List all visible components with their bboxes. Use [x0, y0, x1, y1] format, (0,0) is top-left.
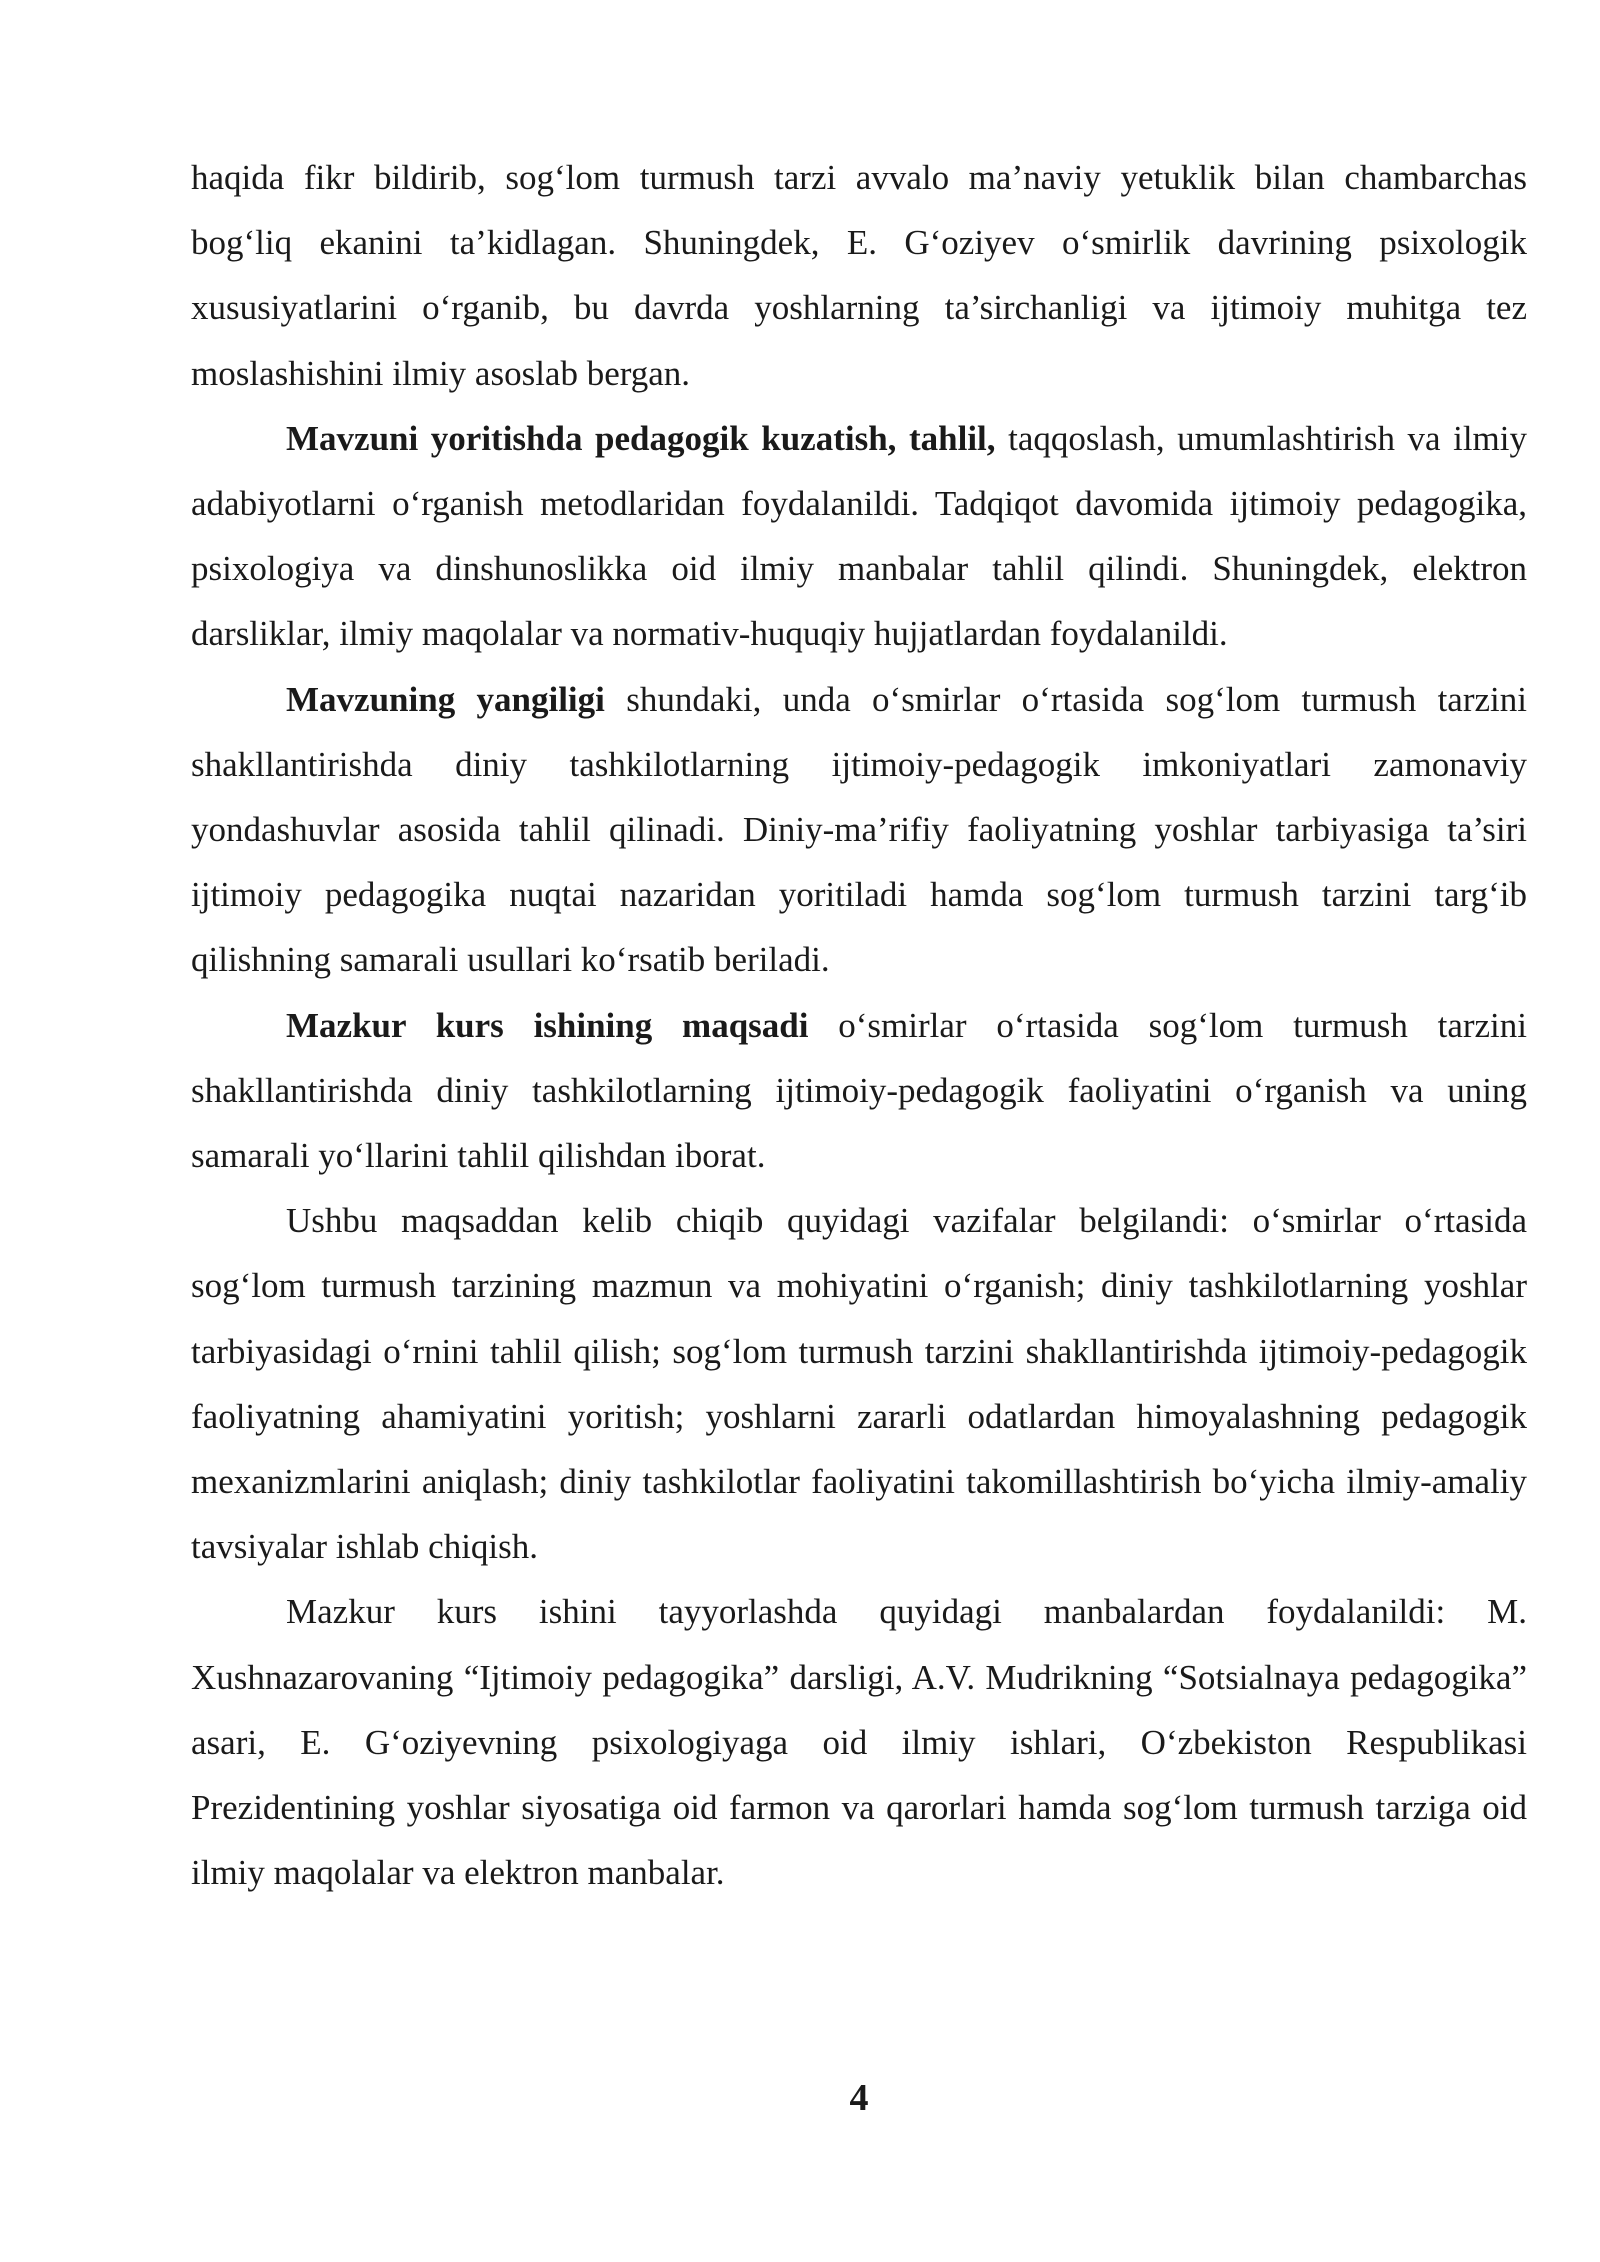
paragraph-text: o‘smirlar o‘rtasida sog‘lom turmush tarzini shakllantirishda diniy tashkilotlarning ijtimoiy-pedagogik faoliyatini o‘rganish va uning samarali yo‘llarini tahlil qilishdan iborat. — [191, 1005, 1528, 1176]
paragraph-text: shundaki, unda o‘smirlar o‘rtasida sog‘lom turmush tarzini shakllantirishda diniy tashkilotlarning ijtimoiy-pedagogik imkoniyatlari zamonaviy yondashuvlar asosida tahlil qilinadi. Diniy-ma’rifiy faoliyatning yoshlar tarbiyasiga ta’siri ijtimoiy pedagogika nuqtai nazaridan yoritiladi hamda sog‘lom turmush tarzini targ‘ib qilishning samarali usullari ko‘rsatib beriladi. — [191, 679, 1527, 980]
paragraph-text: Ushbu maqsaddan kelib chiqib quyidagi vazifalar belgilandi: o‘smirlar o‘rtasida sog‘lom turmush tarzining mazmun va mohiyatini o‘rganish; diniy tashkilotlarning yoshlar tarbiyasidagi o‘rnini tahlil qilish; sog‘lom turmush tarzini shakllantirishda ijtimoiy-pedagogik faoliyatning ahamiyatini yoritish; yoshlarni zararli odatlardan himoyalashning pedagogik mexanizmlarini aniqlash; diniy tashkilotlar faoliyatini takomillashtirish bo‘yicha ilmiy-amaliy tavsiyalar ishlab chiqish. — [191, 1201, 1527, 1567]
paragraph-text: taqqoslash, umumlashtirish va ilmiy adabiyotlarni o‘rganish metodlaridan foydalanildi. Tadqiqot davomida ijtimoiy pedagogika, psixologiya va dinshunoslikka oid ilmiy manbalar tahlil qilindi. Shuningdek, elektron darsliklar, ilmiy maqolalar va normativ-huquqiy hujjatlardan foydalanildi. — [191, 418, 1528, 654]
paragraph-methods — [191, 406, 1527, 667]
paragraph-lead: Mazkur kurs ishining maqsadi — [286, 1005, 809, 1045]
paragraph-lead: Mavzuning yangiligi — [286, 679, 605, 719]
paragraph-tasks — [191, 1188, 1527, 1579]
paragraph-lead: Mavzuni yoritishda pedagogik kuzatish, tahlil, — [286, 418, 996, 458]
body-text — [191, 145, 1527, 1905]
paragraph-sources — [191, 1579, 1527, 1905]
paragraph-goal — [191, 993, 1527, 1189]
paragraph-text: haqida fikr bildirib, sog‘lom turmush tarzi avvalo ma’naviy yetuklik bilan chambarchas bog‘liq ekanini ta’kidlagan. Shuningdek, E. G‘oziyev o‘smirlik davrining psixologik xususiyatlarini o‘rganib, bu davrda yoshlarning ta’sirchanligi va ijtimoiy muhitga tez moslashishini ilmiy asoslab bergan. — [191, 158, 1527, 393]
paragraph-novelty — [191, 667, 1527, 993]
paragraph-text: Mazkur kurs ishini tayyorlashda quyidagi manbalardan foydalanildi: M. Xushnazarovaning “Ijtimoiy pedagogika” darsligi, A.V. Mudrikning “Sotsialnaya pedagogika” asari, E. G‘oziyevning psixologiyaga oid ilmiy ishlari, O‘zbekiston Respublikasi Prezidentining yoshlar siyosatiga oid farmon va qarorlari hamda sog‘lom turmush tarziga oid ilmiy maqolalar va elektron manbalar. — [191, 1592, 1527, 1893]
paragraph-continuation — [191, 145, 1527, 406]
page-number: 4 — [849, 2077, 869, 2119]
